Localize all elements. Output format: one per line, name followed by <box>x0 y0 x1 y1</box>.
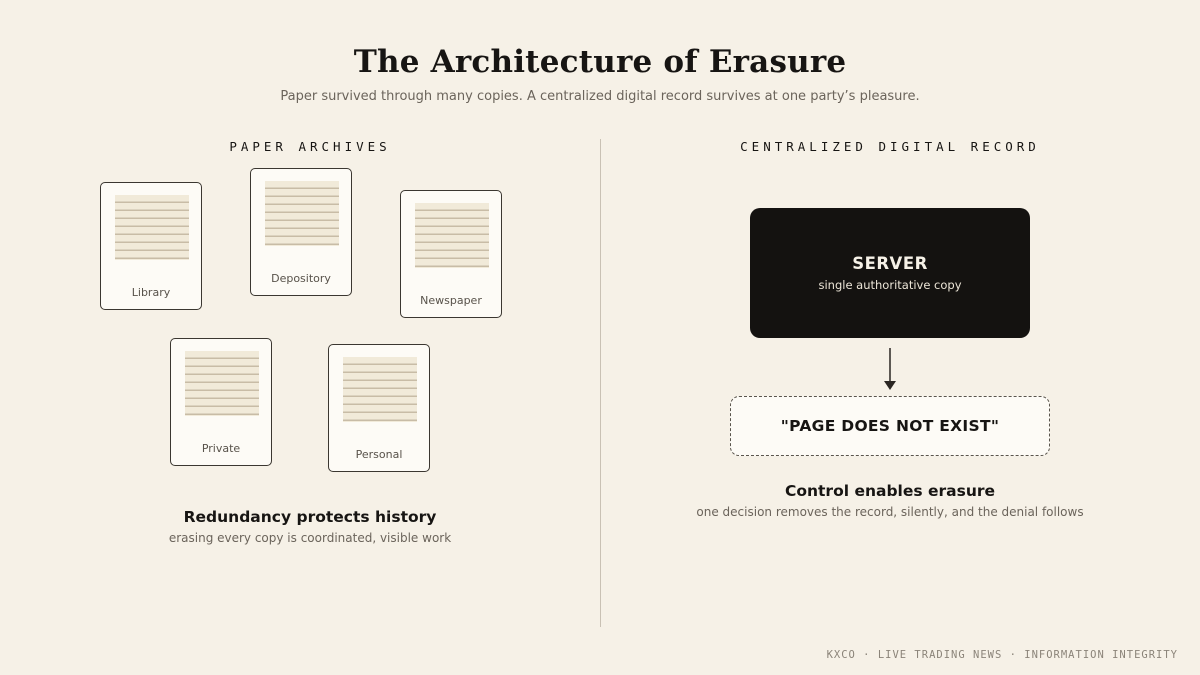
server-title: SERVER <box>852 254 928 273</box>
document-label: Newspaper <box>420 294 482 307</box>
page-title: The Architecture of Erasure <box>353 44 847 80</box>
center-divider <box>600 139 601 627</box>
document-card-personal <box>328 344 430 472</box>
document-label: Personal <box>355 448 403 461</box>
document-card-library <box>100 182 202 310</box>
digital-record-heading: CENTRALIZED DIGITAL RECORD <box>740 139 1040 154</box>
document-card-private <box>170 338 272 466</box>
right-caption-subtitle: one decision removes the record, silently, and the denial follows <box>696 505 1084 519</box>
page-subtitle: Paper survived through many copies. A centralized digital record survives at one party’s pleasure. <box>280 89 920 104</box>
right-caption-title: Control enables erasure <box>784 482 996 500</box>
document-page-icon <box>185 351 259 416</box>
down-arrow-icon <box>880 346 900 392</box>
document-label: Depository <box>271 272 331 285</box>
page-not-exist-box: "PAGE DOES NOT EXIST" <box>730 396 1050 456</box>
server-box <box>750 208 1030 338</box>
document-card-newspaper <box>400 190 502 318</box>
left-caption-subtitle: erasing every copy is coordinated, visible work <box>168 531 452 545</box>
paper-archives-heading: PAPER ARCHIVES <box>229 139 391 154</box>
document-label: Library <box>131 286 171 299</box>
left-caption-title: Redundancy protects history <box>183 508 437 526</box>
document-label: Private <box>201 442 241 455</box>
document-page-icon <box>115 195 189 260</box>
document-card-depository <box>250 168 352 296</box>
document-page-icon <box>415 203 489 268</box>
document-page-icon <box>265 181 339 246</box>
footer-credit: KXCO · LIVE TRADING NEWS · INFORMATION INTEGRITY <box>826 649 1178 661</box>
server-subtitle: single authoritative copy <box>818 278 962 292</box>
document-page-icon <box>343 357 417 422</box>
